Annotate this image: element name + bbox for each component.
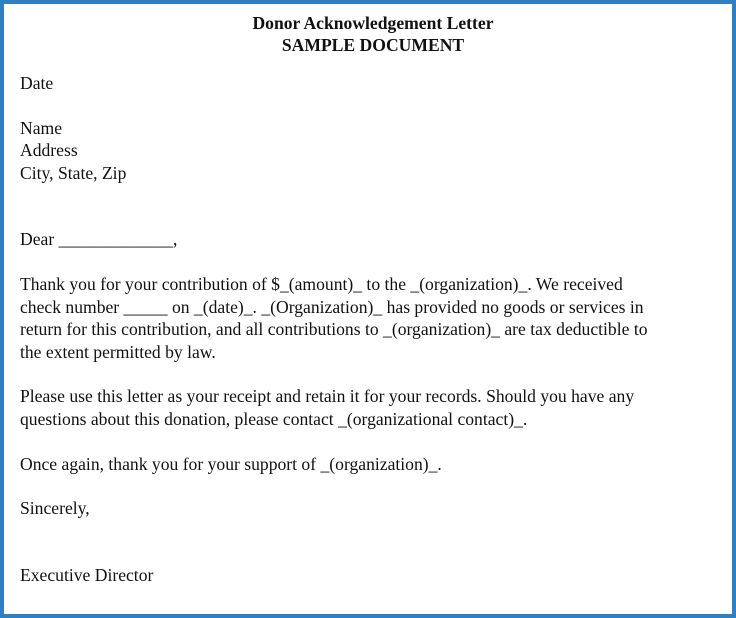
letter-body	[20, 12, 726, 586]
spacer	[20, 251, 726, 273]
salutation: Dear _____________,	[20, 229, 178, 250]
date-field: Date	[20, 73, 54, 93]
spacer	[20, 95, 726, 117]
paragraph-line: Please use this letter as your receipt and retain it for your records. Should you have any	[20, 386, 635, 407]
spacer	[20, 431, 726, 453]
closing: Sincerely,	[20, 498, 90, 519]
document-subtitle: SAMPLE DOCUMENT	[281, 35, 465, 55]
paragraph-line: questions about this donation, please contact _(organizational contact)_.	[20, 408, 528, 429]
recipient-city-state-zip: City, State, Zip	[20, 162, 127, 183]
paragraph-contribution	[20, 273, 726, 363]
recipient-name: Name	[20, 117, 63, 138]
spacer	[20, 475, 726, 497]
paragraph-line: return for this contribution, and all contributions to _(organization)_ are tax deductible to	[20, 319, 648, 340]
spacer	[20, 56, 726, 72]
document-title: Donor Acknowledgement Letter	[252, 13, 494, 33]
spacer	[20, 184, 726, 228]
paragraph-thanks: Once again, thank you for your support of _(organization)_.	[20, 453, 442, 474]
spacer	[20, 363, 726, 385]
spacer	[20, 520, 726, 564]
paragraph-line: the extent permitted by law.	[20, 341, 216, 362]
recipient-address: Address	[20, 140, 78, 161]
recipient-block	[20, 117, 726, 185]
signature-title: Executive Director	[20, 564, 154, 585]
paragraph-line: Thank you for your contribution of $_(amount)_ to the _(organization)_. We received	[20, 273, 623, 294]
paragraph-receipt	[20, 385, 726, 430]
paragraph-line: check number _____ on _(date)_. _(Organization)_ has provided no goods or services in	[20, 296, 644, 317]
